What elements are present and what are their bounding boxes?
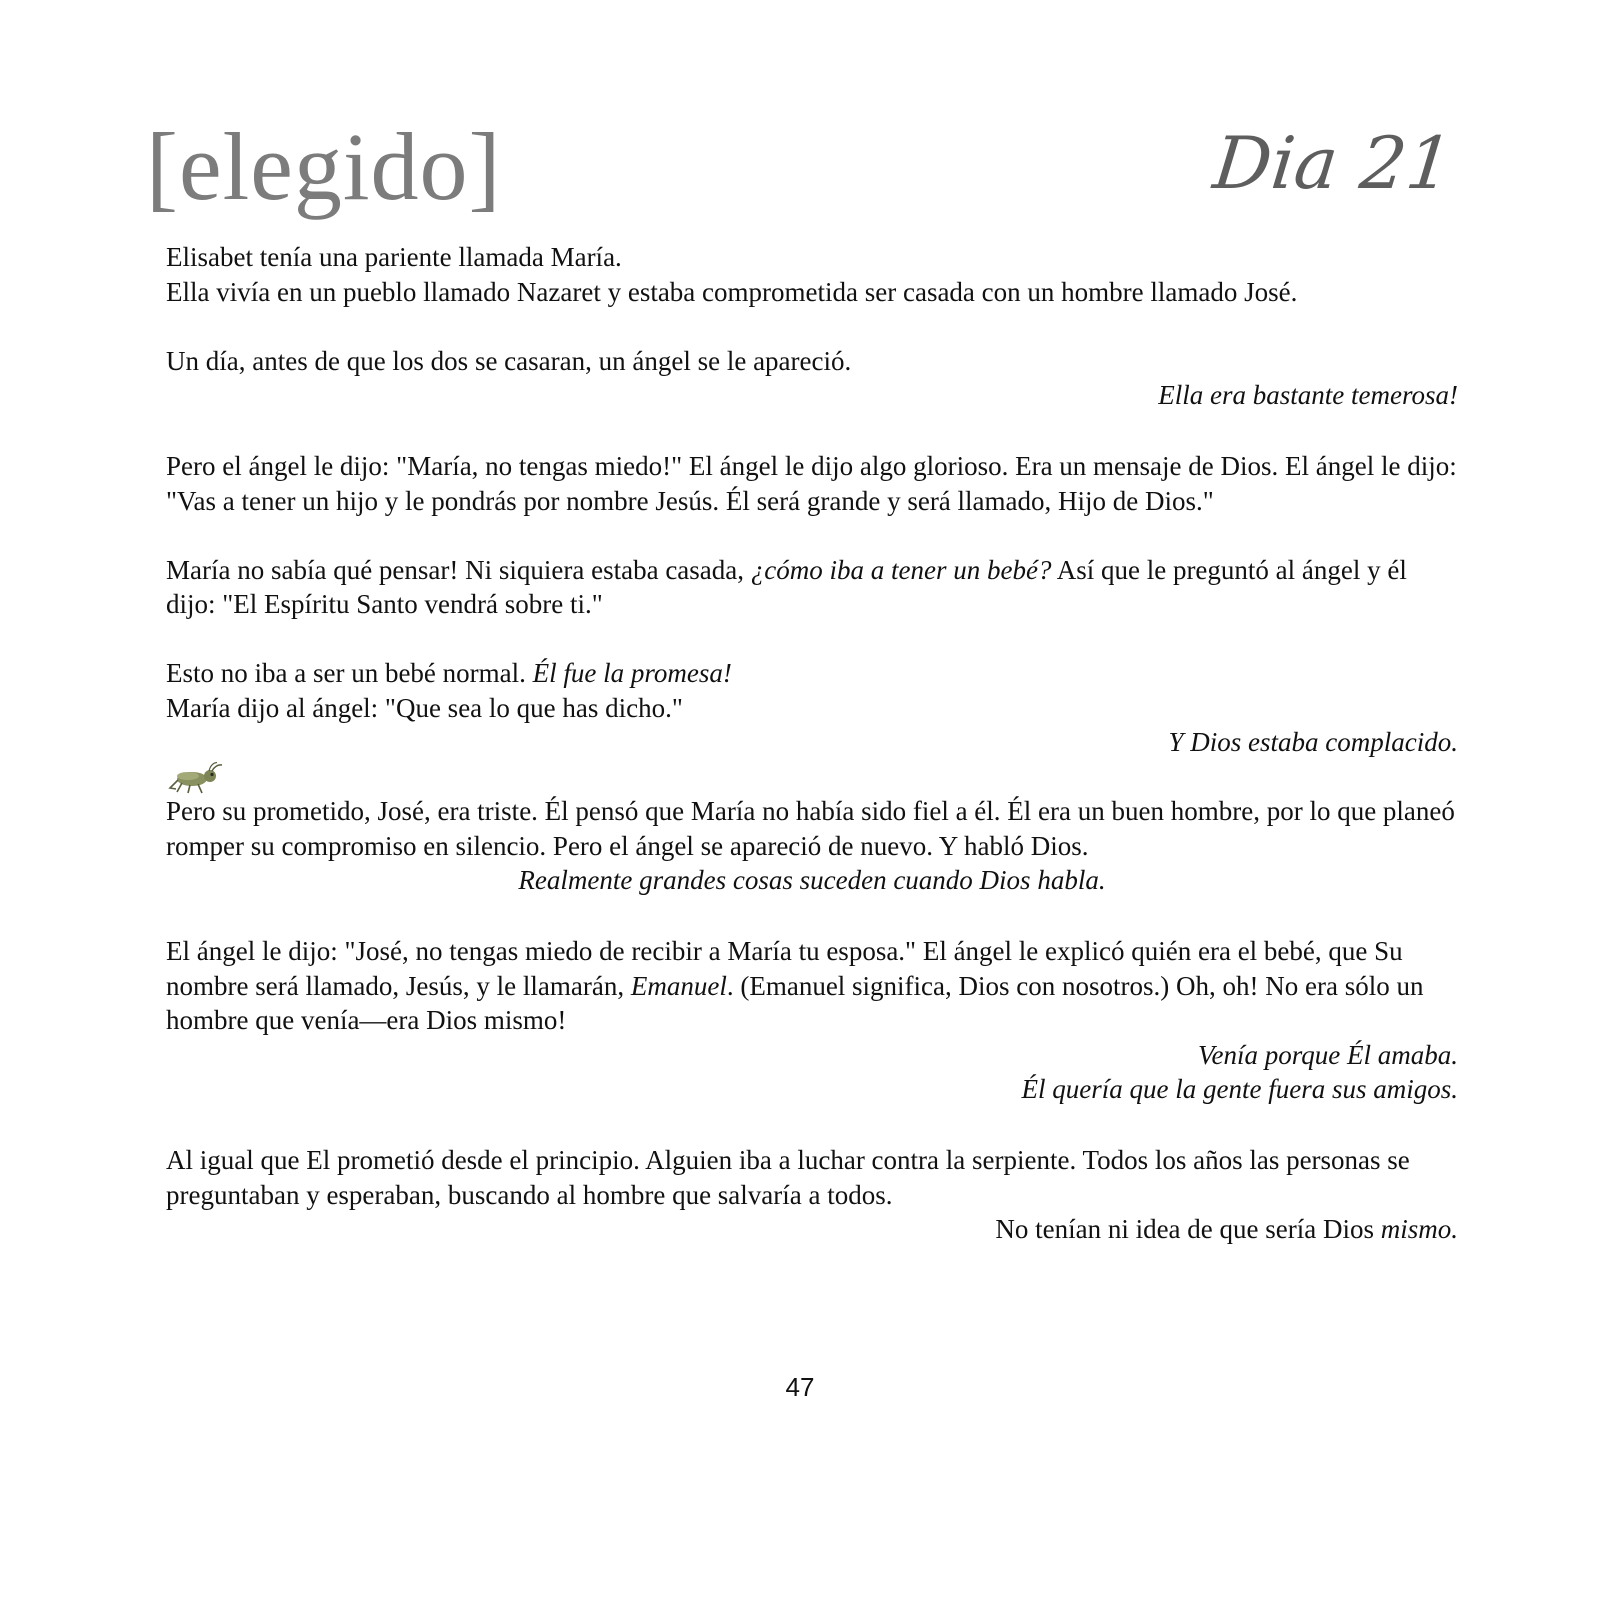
paragraph-5-line-2: María dijo al ángel: "Que sea lo que has dicho.": [166, 692, 683, 723]
paragraph-spacer: [166, 309, 1458, 344]
paragraph-6: Pero su prometido, José, era triste. Él pensó que María no había sido fiel a él. Él era un buen hombre, por lo que planeó romper su compromiso en silencio. Pero el ángel se apareció de nuevo. Y habló Dios.: [166, 796, 1455, 861]
aside-loved: Venía porque Él amaba.: [1198, 1039, 1458, 1070]
paragraph-4-question: ¿cómo iba a tener un bebé?: [750, 554, 1052, 585]
aside-god-speaks: Realmente grandes cosas suceden cuando Dios habla.: [518, 865, 1106, 895]
paragraph-8-ending: [166, 1212, 1458, 1247]
paragraph-2: Un día, antes de que los dos se casaran, un ángel se le apareció.: [166, 345, 852, 376]
paragraph-3: Pero el ángel le dijo: "María, no tengas miedo!" El ángel le dijo algo glorioso. Era un mensaje de Dios. El ángel le dijo: "Vas a tener un hijo y le pondrás por nombre Jesús. Él será grande y será llamado, Hijo de Dios.": [166, 451, 1457, 516]
paragraph-4-text-a: María no sabía qué pensar! Ni siquiera estaba casada,: [166, 554, 751, 585]
paragraph-8: Al igual que El prometió desde el principio. Alguien iba a luchar contra la serpiente. Todos los años las personas se preguntaban y esperaban, buscando al hombre que salvaría a todos.: [166, 1145, 1410, 1210]
aside-fearful: Ella era bastante temerosa!: [1158, 380, 1458, 410]
paragraph-spacer: [166, 518, 1458, 553]
paragraph-7-text-a: El ángel le dijo: "José, no tengas miedo de recibir a María tu esposa." El ángel le explicó quién era el bebé, que Su nombre será llamado, Jesús, y le llamarán,: [166, 936, 1403, 1001]
aside-friends: Él quería que la gente fuera sus amigos.: [1021, 1074, 1458, 1104]
paragraph-5-promise: Él fue la promesa!: [532, 658, 732, 688]
paragraph-7: [166, 934, 1458, 1038]
paragraph-spacer: [166, 898, 1458, 933]
paragraph-7-text-c: . (Emanuel significa, Dios con nosotros.) Oh, oh! No era sólo un hombre que venía—era Dios mismo!: [166, 970, 1424, 1035]
paragraph-spacer: [166, 1107, 1458, 1142]
paragraph-8-ending-text: No tenían ni idea de que sería Dios: [995, 1214, 1381, 1244]
page-number: 47: [785, 1372, 815, 1402]
aside-pleased: Y Dios estaba complacido.: [1168, 727, 1458, 757]
paragraph-5-line-1: [166, 656, 1458, 691]
story-body: [166, 240, 1458, 1247]
paragraph-spacer: [166, 413, 1458, 448]
decoration-row: [166, 760, 1458, 795]
page-title: [elegido]: [146, 113, 502, 220]
paragraph-1-line-2: Ella vivía en un pueblo llamado Nazaret y estaba comprometida ser casada con un hombre llamado José.: [166, 276, 1298, 307]
paragraph-4: [166, 553, 1458, 622]
paragraph-7-emanuel: Emanuel: [630, 970, 727, 1001]
paragraph-1-line-1: Elisabet tenía una pariente llamada María.: [166, 242, 622, 272]
paragraph-5-text-a: Esto no iba a ser un bebé normal.: [166, 658, 533, 688]
day-label: Dia 21: [1209, 121, 1457, 205]
grasshopper-icon: [168, 762, 226, 794]
paragraph-8-ending-emphasis: mismo.: [1380, 1214, 1458, 1244]
paragraph-spacer: [166, 622, 1458, 657]
paragraph-4-text-c: Así que le preguntó al ángel y él dijo: "El Espíritu Santo vendrá sobre ti.": [166, 554, 1407, 619]
